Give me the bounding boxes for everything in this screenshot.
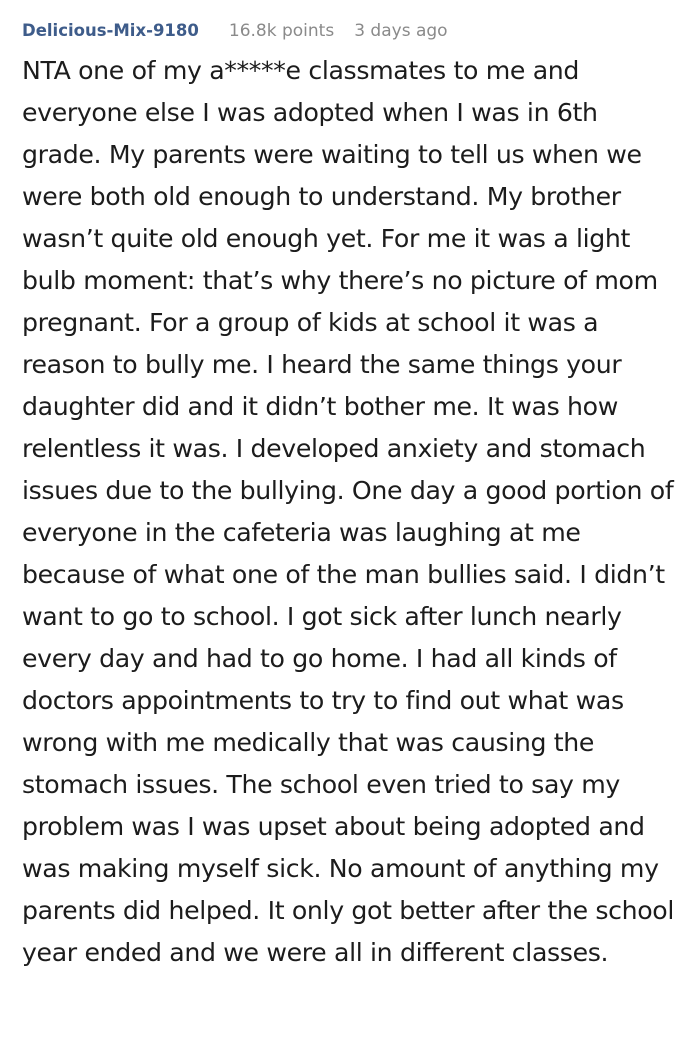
comment-meta	[22, 16, 682, 46]
comment	[22, 0, 682, 974]
comment-body: NTA one of my a*****e classmates to me and everyone else I was adopted when I was in 6th grade. My parents were waiting to tell us when we were both old enough to understand. My brother wasn’t quite old enough yet. For me it was a light bulb moment: that’s why there’s no picture of mom pregnant. For a group of kids at school it was a reason to bully me. I heard the same things your daughter did and it didn’t bother me. It was how relentless it was. I developed anxiety and stomach issues due to the bullying. One day a good portion of everyone in the cafeteria was laughing at me because of what one of the man bullies said. I didn’t want to go to school. I got sick after lunch nearly every day and had to go home. I had all kinds of doctors appointments to try to find out what was wrong with me medically that was causing the stomach issues. The school even tried to say my problem was I was upset about being adopted and was making myself sick. No amount of anything my parents did helped. It only got better after the school year ended and we were all in different classes.	[22, 56, 675, 967]
comment-author-link[interactable]: Delicious-Mix-9180	[22, 21, 199, 40]
comment-timestamp: 3 days ago	[354, 21, 448, 41]
comment-points: 16.8k points	[228, 21, 335, 41]
